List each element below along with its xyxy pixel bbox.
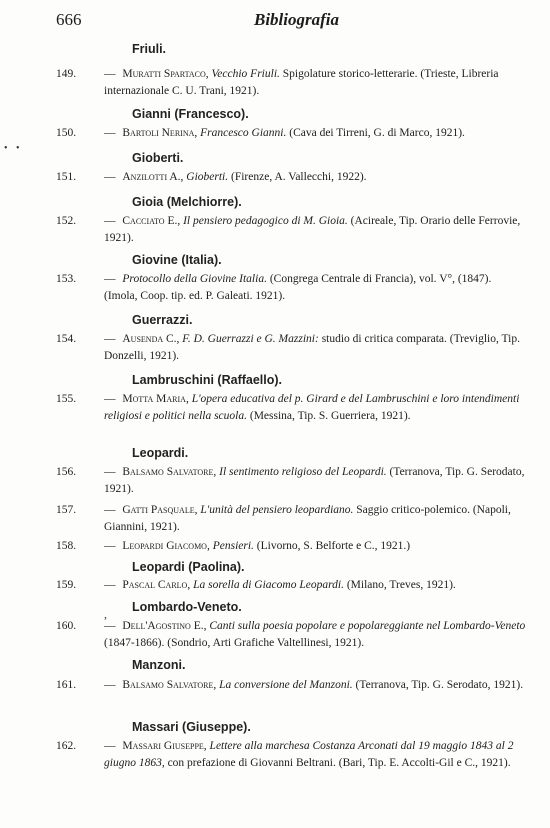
section-heading: Gioberti. [132, 151, 184, 165]
entry-text [104, 618, 526, 652]
entry-dash: — [104, 127, 116, 139]
entry-publication: (Livorno, S. Belforte e C., 1921.) [256, 540, 411, 552]
bibliography-entry [56, 538, 526, 555]
entry-publication: (Messina, Tip. S. Guerriera, 1921). [249, 410, 411, 422]
entry-publication: (Terranova, Tip. G. Serodato, 1921). [104, 466, 525, 495]
section-heading: Guerrazzi. [132, 313, 193, 327]
entry-title: Il pensiero pedagogico di M. Gioia. [183, 215, 348, 227]
entry-publication: Spigolature storico-letterarie. (Trieste, Libreria internazionale C. U. Trani, 1921). [104, 68, 499, 97]
entry-dash: — [104, 273, 116, 285]
entry-publication: (Firenze, A. Vallecchi, 1922). [231, 171, 367, 183]
entry-text [104, 271, 526, 305]
entry-title: Il sentimento religioso del Leopardi. [219, 466, 387, 478]
entry-number: 151. [56, 171, 77, 183]
entry-author: Muratti Spartaco, [122, 68, 209, 80]
section-heading: Leopardi (Paolina). [132, 560, 245, 574]
entry-publication: (Terranova, Tip. G. Serodato, 1921). [355, 679, 524, 691]
entry-number: 153. [56, 273, 77, 285]
entry-number: 149. [56, 68, 77, 80]
entry-dash: — [104, 579, 116, 591]
entry-author: Leopardi Giacomo, [122, 540, 210, 552]
entry-title: Pensieri. [212, 540, 254, 552]
entry-dash: — [104, 68, 116, 80]
entry-text [104, 391, 526, 425]
entry-dash: — [104, 466, 116, 478]
entry-number: 150. [56, 127, 77, 139]
running-head: Bibliografia [254, 10, 340, 29]
entry-publication: con prefazione di Giovanni Beltrani. (Bari, Tip. E. Accolti-Gil e C., 1921). [167, 757, 511, 769]
entry-publication: studio di critica comparata. (Treviglio, Tip. Donzelli, 1921). [104, 333, 520, 362]
entry-author: Gatti Pasquale, [122, 504, 198, 516]
entry-publication: (Acireale, Tip. Orario delle Ferrovie, 1921). [104, 215, 521, 244]
bibliography-entry [56, 677, 526, 694]
entry-publication: (Milano, Treves, 1921). [346, 579, 456, 591]
entry-title: L'opera educativa del p. Girard e del Lambruschini e loro intendimenti religiosi e politici nella scuola. [104, 393, 520, 422]
entry-number: 158. [56, 540, 77, 552]
section-heading: Leopardi. [132, 446, 189, 460]
entry-author: Massari Giuseppe, [122, 740, 207, 752]
entry-number: 156. [56, 466, 77, 478]
entry-dash: — [104, 333, 116, 345]
entry-title: La conversione del Manzoni. [219, 679, 353, 691]
section-heading: Lambruschini (Raffaello). [132, 373, 283, 387]
bibliography-entry [56, 738, 526, 772]
entry-number: 159. [56, 579, 77, 591]
bibliography-entry [56, 618, 526, 652]
entry-author: Cacciato E., [122, 215, 181, 227]
entry-title: Protocollo della Giovine Italia. [122, 273, 267, 285]
entry-title: Lettere alla marchesa Costanza Arconati dal 19 maggio 1843 al 2 giugno 1863, [104, 740, 514, 769]
entry-dash: — [104, 540, 116, 552]
entry-text [104, 677, 526, 694]
entry-title: L'unità del pensiero leopardiano. [200, 504, 354, 516]
entry-dash: — [104, 504, 116, 516]
bibliography-entry [56, 391, 526, 425]
bibliography-entry [56, 577, 526, 594]
bibliography-entry [56, 213, 526, 247]
entry-text [104, 738, 526, 772]
bibliography-entry [56, 125, 526, 142]
bibliography-entry [56, 66, 526, 100]
entry-dash: — [104, 740, 116, 752]
stray-comma: , [104, 607, 107, 621]
margin-mark: • • [4, 143, 23, 154]
entry-text [104, 169, 526, 186]
entry-title: Francesco Gianni. [200, 127, 287, 139]
entry-dash: — [104, 393, 116, 405]
entry-publication: (Congrega Centrale di Francia), vol. V°, (1847). (Imola, Coop. tip. ed. P. Galeati. 1921). [104, 273, 492, 302]
section-heading: Lombardo-Veneto. [132, 600, 242, 614]
entry-number: 160. [56, 620, 77, 632]
bibliography-entry [56, 464, 526, 498]
entry-title: La sorella di Giacomo Leopardi. [193, 579, 344, 591]
section-heading: Massari (Giuseppe). [132, 720, 251, 734]
entry-text [104, 125, 526, 142]
entry-publication: Saggio critico-polemico. (Napoli, Giannini, 1921). [104, 504, 511, 533]
entry-author: Dell'Agostino E., [122, 620, 207, 632]
entry-text [104, 66, 526, 100]
entry-dash: — [104, 171, 116, 183]
section-heading: Gioia (Melchiorre). [132, 195, 242, 209]
entry-text [104, 502, 526, 536]
entry-title: Gioberti. [186, 171, 229, 183]
entry-author: Ausenda C., [122, 333, 180, 345]
bibliography-entry [56, 331, 526, 365]
entry-author: Motta Maria, [122, 393, 189, 405]
section-heading: Manzoni. [132, 658, 186, 672]
entry-number: 155. [56, 393, 77, 405]
entry-text [104, 331, 526, 365]
entry-dash: — [104, 620, 116, 632]
entry-dash: — [104, 215, 116, 227]
entry-text [104, 577, 526, 594]
entry-text [104, 464, 526, 498]
entry-publication: (Cava dei Tirreni, G. di Marco, 1921). [289, 127, 465, 139]
section-heading: Friuli. [132, 42, 167, 56]
entry-number: 162. [56, 740, 77, 752]
bibliography-entry [56, 502, 526, 536]
entry-text [104, 538, 526, 555]
entry-author: Balsamo Salvatore, [122, 679, 217, 691]
entry-title: Canti sulla poesia popolare e popolareggiante nel Lombardo-Veneto [209, 620, 526, 632]
section-heading: Giovine (Italia). [132, 253, 222, 267]
entry-publication: (1847-1866). (Sondrio, Arti Grafiche Valtellinesi, 1921). [104, 637, 365, 649]
entry-number: 157. [56, 504, 77, 516]
entry-number: 154. [56, 333, 77, 345]
section-heading: Gianni (Francesco). [132, 107, 249, 121]
entry-author: Balsamo Salvatore, [122, 466, 217, 478]
entry-text [104, 213, 526, 247]
entry-dash: — [104, 679, 116, 691]
entry-title: F. D. Guerrazzi e G. Mazzini: [182, 333, 319, 345]
entry-author: Anzilotti A., [122, 171, 184, 183]
entry-author: Bartoli Nerina, [122, 127, 198, 139]
bibliography-entry [56, 271, 526, 305]
entry-title: Vecchio Friuli. [211, 68, 280, 80]
entry-author: Pascal Carlo, [122, 579, 191, 591]
bibliography-entry [56, 169, 526, 186]
page-number: 666 [56, 10, 82, 29]
entry-number: 152. [56, 215, 77, 227]
entry-number: 161. [56, 679, 77, 691]
